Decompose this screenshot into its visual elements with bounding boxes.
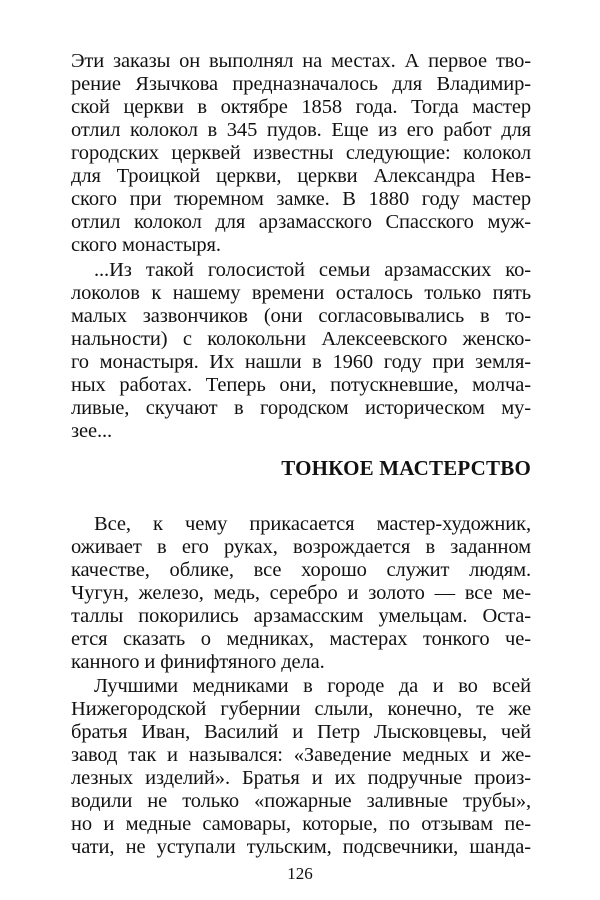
text-line: завод так и назывался: «Заведение медных и же- <box>71 744 531 766</box>
text-line: ...Из такой голосистой семьи арзамасских ко- <box>94 259 531 281</box>
text-line: зее... <box>71 420 113 442</box>
text-line: Эти заказы он выполнял на местах. А первое тво- <box>71 50 531 72</box>
text-line: ных работах. Теперь они, потускневшие, молча- <box>71 374 531 396</box>
section-heading: ТОНКОЕ МАСТЕРСТВО <box>281 456 531 480</box>
text-line: для Троицкой церкви, церкви Александра Нев- <box>71 165 531 187</box>
text-line: отлил колокол для арзамасского Спасского муж- <box>71 211 531 233</box>
text-line: братья Иван, Василий и Петр Лысковцевы, чей <box>71 721 531 743</box>
text-line: локолов к нашему времени осталось только пять <box>71 282 531 304</box>
page-number: 126 <box>287 864 313 883</box>
text-line: качестве, облике, все хорошо служит людям. <box>71 559 531 581</box>
text-line: нальности) с колокольни Алексеевского женско- <box>71 328 531 350</box>
text-line: ского при тюремном замке. В 1880 году мастер <box>71 188 531 210</box>
text-line: Все, к чему прикасается мастер-художник, <box>94 513 531 535</box>
text-line: ливые, скучают в городском историческом му- <box>71 397 531 419</box>
text-line: отлил колокол в 345 пудов. Еще из его работ для <box>71 119 531 141</box>
text-line: рение Язычкова предназначалось для Владимир- <box>71 73 531 95</box>
text-line: городских церквей известны следующие: колокол <box>71 142 531 164</box>
text-line: чати, не уступали тульским, подсвечники, шанда- <box>71 836 531 858</box>
text-line: лезных изделий». Братья и их подручные произ- <box>71 767 531 789</box>
text-line: Нижегородской губернии слыли, конечно, те же <box>71 698 531 720</box>
text-line: малых зазвончиков (они согласовывались в то- <box>71 305 531 327</box>
text-line: оживает в его руках, возрождается в заданном <box>71 536 531 558</box>
text-line: ется сказать о медниках, мастерах тонкого че- <box>71 628 531 650</box>
text-line: Чугун, железо, медь, серебро и золото — все ме- <box>71 582 531 604</box>
text-line: но и медные самовары, которые, по отзывам пе- <box>71 813 531 835</box>
text-line: го монастыря. Их нашли в 1960 году при земля- <box>71 351 531 373</box>
text-line: Лучшими медниками в городе да и во всей <box>94 675 531 697</box>
text-line: канного и финифтяного дела. <box>71 651 325 673</box>
text-line: водили не только «пожарные заливные трубы», <box>71 790 531 812</box>
text-line: таллы покорились арзамасским умельцам. Оста- <box>71 605 531 627</box>
text-line: ской церкви в октябре 1858 года. Тогда мастер <box>71 96 531 118</box>
text-line: ского монастыря. <box>71 234 221 256</box>
